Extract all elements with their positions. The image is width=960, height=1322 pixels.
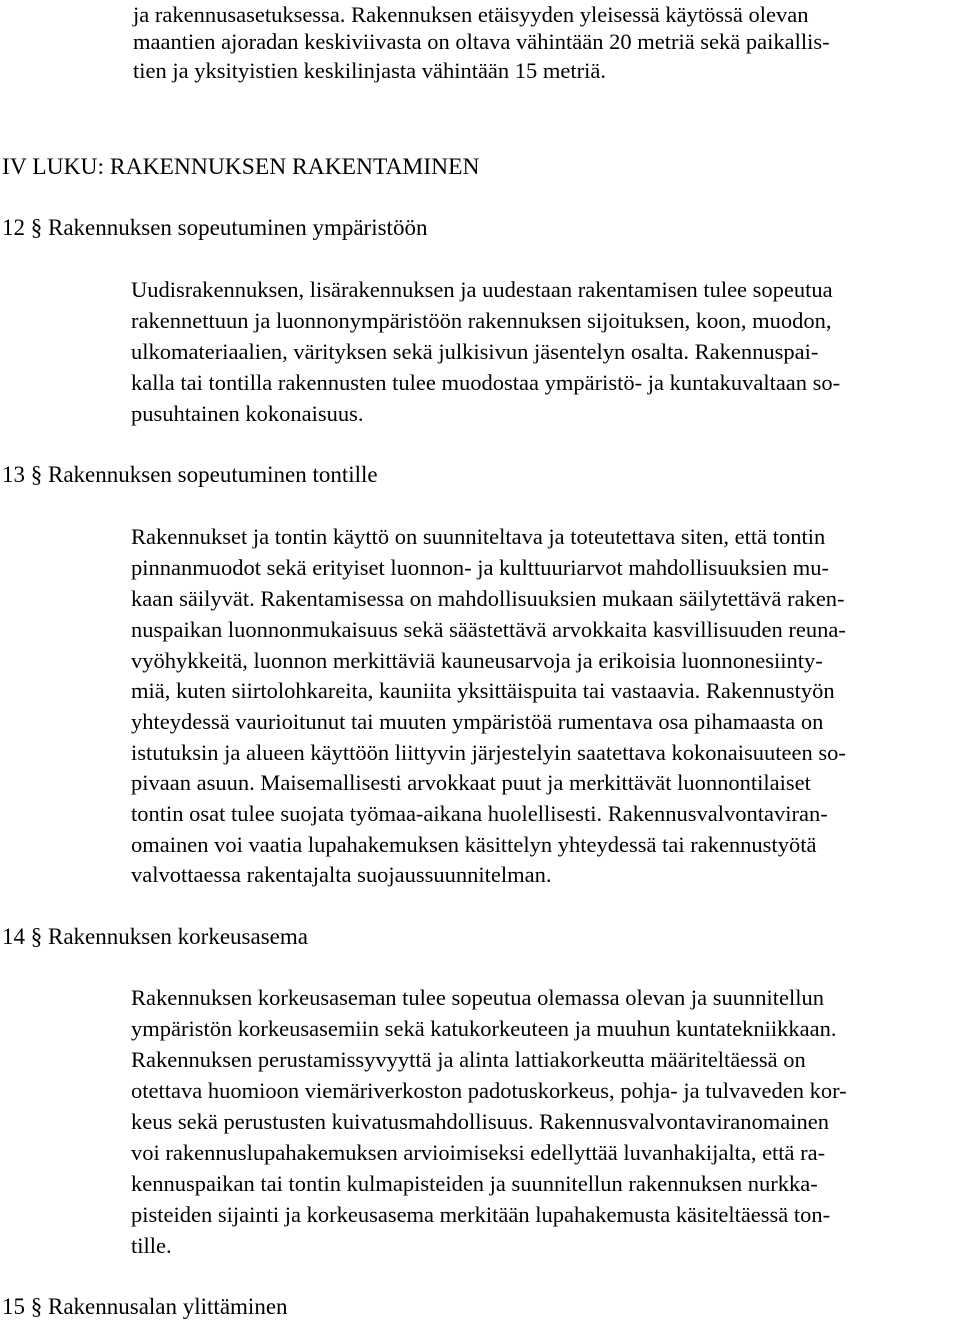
chapter-title: IV LUKU: RAKENNUKSEN RAKENTAMINEN	[2, 154, 480, 180]
section-13-line-8: istutuksin ja alueen käyttöön liittyvin järjestelyin saatettava kokonaisuuteen so-	[131, 740, 846, 765]
section-14-line-8: pisteiden sijainti ja korkeusasema merkitään lupahakemusta käsiteltäessä ton-	[131, 1202, 831, 1227]
section-13-heading: 13 § Rakennuksen sopeutuminen tontille	[2, 462, 378, 487]
section-13-line-9: pivaan asuun. Maisemallisesti arvokkaat puut ja merkittävät luonnontilaiset	[131, 770, 811, 795]
intro-line-2: maantien ajoradan keskiviivasta on oltava vähintään 20 metriä sekä paikallis-	[133, 29, 830, 54]
section-13-line-2: pinnanmuodot sekä erityiset luonnon- ja kulttuuriarvot mahdollisuuksien mu-	[131, 555, 830, 580]
section-13-line-7: yhteydessä vaurioitunut tai muuten ympäristöä rumentava osa pihamaasta on	[131, 709, 824, 734]
section-12-heading: 12 § Rakennuksen sopeutuminen ympäristöön	[2, 215, 428, 240]
section-14-line-4: otettava huomioon viemäriverkoston padotuskorkeus, pohja- ja tulvaveden kor-	[131, 1078, 847, 1103]
section-13-line-3: kaan säilyvät. Rakentamisessa on mahdollisuuksien mukaan säilytettävä raken-	[131, 586, 845, 611]
section-13-line-5: vyöhykkeitä, luonnon merkittäviä kauneusarvoja ja erikoisia luonnonesiinty-	[131, 648, 823, 673]
intro-line-1: ja rakennusasetuksessa. Rakennuksen etäisyyden yleisessä käytössä olevan	[133, 2, 809, 27]
section-14-line-3: Rakennuksen perustamissyvyyttä ja alinta lattiakorkeutta määriteltäessä on	[131, 1047, 806, 1072]
section-14-line-2: ympäristön korkeusasemiin sekä katukorkeuteen ja muuhun kuntatekniikkaan.	[131, 1016, 837, 1041]
section-13-line-11: omainen voi vaatia lupahakemuksen käsittelyn yhteydessä tai rakennustyötä	[131, 832, 817, 857]
section-12-line-1: Uudisrakennuksen, lisärakennuksen ja uudestaan rakentamisen tulee sopeutua	[131, 277, 833, 302]
section-14-line-1: Rakennuksen korkeusaseman tulee sopeutua olemassa olevan ja suunnitellun	[131, 985, 824, 1010]
section-14-line-9: tille.	[131, 1233, 172, 1258]
section-12-line-3: ulkomateriaalien, värityksen sekä julkisivun jäsentelyn osalta. Rakennuspai-	[131, 339, 819, 364]
section-15-heading: 15 § Rakennusalan ylittäminen	[2, 1294, 288, 1319]
section-14-heading: 14 § Rakennuksen korkeusasema	[2, 924, 308, 949]
section-12-line-2: rakennettuun ja luonnonympäristöön rakennuksen sijoituksen, koon, muodon,	[131, 308, 832, 333]
section-12-line-5: pusuhtainen kokonaisuus.	[131, 401, 364, 426]
section-14-line-6: voi rakennuslupahakemuksen arvioimiseksi edellyttää luvanhakijalta, että ra-	[131, 1140, 826, 1165]
section-14-line-5: keus sekä perustusten kuivatusmahdollisuus. Rakennusvalvontaviranomainen	[131, 1109, 829, 1134]
section-13-line-10: tontin osat tulee suojata työmaa-aikana huolellisesti. Rakennusvalvontaviran-	[131, 801, 828, 826]
section-13-line-12: valvottaessa rakentajalta suojaussuunnitelman.	[131, 862, 552, 887]
section-12-line-4: kalla tai tontilla rakennusten tulee muodostaa ympäristö- ja kuntakuvaltaan so-	[131, 370, 841, 395]
section-13-line-6: miä, kuten siirtolohkareita, kauniita yksittäispuita tai vastaavia. Rakennustyön	[131, 678, 835, 703]
section-14-line-7: kennuspaikan tai tontin kulmapisteiden ja suunnitellun rakennuksen nurkka-	[131, 1171, 818, 1196]
section-13-line-1: Rakennukset ja tontin käyttö on suunniteltava ja toteutettava siten, että tontin	[131, 524, 826, 549]
section-13-line-4: nuspaikan luonnonmukaisuus sekä säästettävä arvokkaita kasvillisuuden reuna-	[131, 617, 846, 642]
intro-line-3: tien ja yksityistien keskilinjasta vähintään 15 metriä.	[133, 58, 607, 83]
